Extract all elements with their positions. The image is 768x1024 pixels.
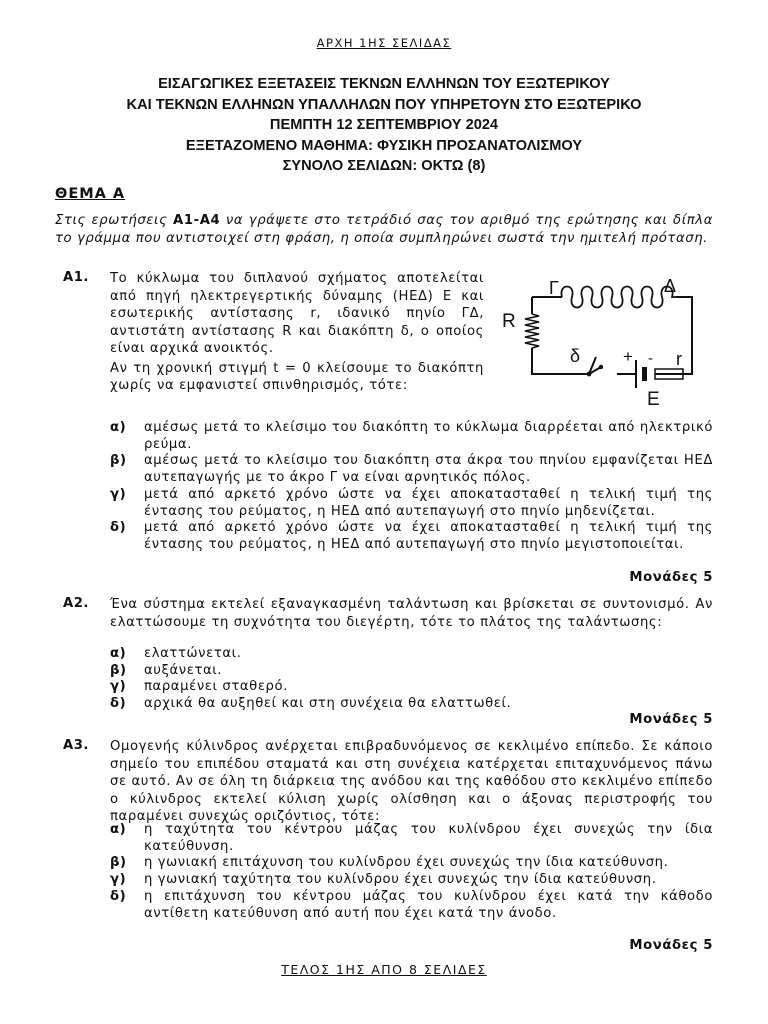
question-a2-marks: Μονάδες 5 (629, 712, 713, 727)
exam-title (0, 74, 768, 177)
option-d[interactable] (110, 889, 713, 922)
circuit-diagram (495, 270, 725, 412)
label-minus: - (648, 350, 653, 367)
question-a1-text (110, 270, 484, 395)
option-text: η επιτάχυνση του κέντρου μάζας του κυλίνδρου έχει κατά την κάθοδο αντίθετη κατεύθυνση από αυτή που έχει κατά την άνοδο. (144, 888, 713, 921)
option-b[interactable] (110, 855, 713, 872)
title-line-1: ΕΙΣΑΓΩΓΙΚΕΣ ΕΞΕΤΑΣΕΙΣ ΤΕΚΝΩΝ ΕΛΛΗΝΩΝ ΤΟΥ ΕΞΩΤΕΡΙΚΟΥ (158, 76, 610, 92)
instructions-pre: Στις ερωτήσεις (55, 213, 174, 228)
label-delta: Δ (664, 276, 677, 296)
option-text: η γωνιακή ταχύτητα του κυλίνδρου έχει συνεχώς την ίδια κατεύθυνση. (144, 872, 657, 888)
circuit-wire-path (532, 297, 692, 374)
label-switch: δ (570, 346, 581, 366)
instructions-post: να γράψετε στο τετράδιό σας τον αριθμό της ερώτησης και δίπλα το γράμμα που αντιστοιχεί στη φράση, η οποία συμπληρώνει σωστά την ημιτελή πρόταση. (55, 213, 713, 246)
option-letter: β) (110, 662, 127, 678)
option-b[interactable] (110, 453, 713, 486)
label-gamma: Γ (549, 278, 559, 298)
resistor-R (525, 314, 539, 348)
question-a1-options (110, 420, 713, 554)
option-letter: α) (110, 420, 127, 435)
option-text: η ταχύτητα του κέντρου μάζας του κυλίνδρου έχει συνεχώς την ίδια κατεύθυνση. (144, 822, 713, 854)
question-a1-paragraph-2: Αν τη χρονική στιγμή t = 0 κλείσουμε το διακόπτη χωρίς να εμφανιστεί σπινθηρισμός, τότε: (110, 360, 484, 393)
question-a2-options (110, 646, 713, 713)
question-number-a3: Α3. (63, 738, 89, 753)
option-letter: γ) (110, 679, 127, 695)
label-r: r (676, 349, 682, 369)
battery-negative-plate (642, 367, 647, 381)
title-date: ΠΕΜΠΤΗ 12 ΣΕΠΤΕΜΒΡΙΟΥ 2024 (269, 117, 499, 133)
option-c[interactable] (110, 679, 713, 696)
option-letter: α) (110, 646, 127, 661)
question-number-a1: Α1. (63, 270, 89, 285)
switch-contact (599, 365, 603, 369)
option-letter: δ) (110, 696, 127, 712)
instructions-range: Α1-Α4 (173, 213, 221, 228)
option-text: αυξάνεται. (144, 662, 223, 678)
instructions (55, 212, 713, 247)
option-b[interactable] (110, 663, 713, 680)
option-a[interactable] (110, 822, 713, 855)
option-text: αμέσως μετά το κλείσιμο του διακόπτη το κύκλωμα διαρρέεται από ηλεκτρικό ρεύμα. (144, 420, 713, 452)
option-d[interactable] (110, 696, 713, 713)
option-text: μετά από αρκετό χρόνο ώστε να έχει αποκατασταθεί η τελική τιμή της έντασης του ρεύματος, η ΗΕΔ από αυτεπαγωγή στο πηνίο μεγιστοποιείται. (144, 520, 713, 552)
option-text: η γωνιακή επιτάχυνση του κυλίνδρου έχει συνεχώς την ίδια κατεύθυνση. (144, 855, 669, 871)
option-letter: β) (110, 453, 127, 469)
option-letter: δ) (110, 520, 127, 536)
option-text: ελαττώνεται. (144, 646, 242, 661)
question-a2-text: Ένα σύστημα εκτελεί εξαναγκασμένη ταλάντωση και βρίσκεται σε συντονισμό. Αν ελαττώσουμε τη συχνότητα του διεγέρτη, τότε το πλάτος της ταλάντωσης: (110, 597, 713, 630)
title-line-2: ΚΑΙ ΤΕΚΝΩΝ ΕΛΛΗΝΩΝ ΥΠΑΛΛΗΛΩΝ ΠΟΥ ΥΠΗΡΕΤΟΥΝ ΣΤΟ ΕΞΩΤΕΡΙΚΟ (126, 96, 642, 113)
label-E: E (647, 389, 660, 410)
option-text: παραμένει σταθερό. (144, 679, 288, 695)
option-a[interactable] (110, 646, 713, 663)
question-a3-marks: Μονάδες 5 (629, 938, 713, 953)
question-a1-paragraph-1: Το κύκλωμα του διπλανού σχήματος αποτελείται από πηγή ηλεκτρεγερτικής δύναμης (ΗΕΔ) Ε και εσωτερικής αντίστασης r, ιδανικό πηνίο ΓΔ, αντιστάτη αντίστασης R και διακόπτη δ, ο οποίος είναι αρχικά ανοικτός. (110, 271, 484, 356)
option-letter: γ) (110, 486, 127, 502)
question-a1-marks: Μονάδες 5 (629, 570, 713, 585)
option-letter: δ) (110, 888, 127, 904)
option-text: μετά από αρκετό χρόνο ώστε να έχει αποκατασταθεί η τελική τιμή της έντασης του ρεύματος, η ΗΕΔ από αυτεπαγωγή στο πηνίο μηδενίζεται. (144, 486, 713, 519)
title-subject: ΕΞΕΤΑΖΟΜΕΝΟ ΜΑΘΗΜΑ: ΦΥΣΙΚΗ ΠΡΟΣΑΝΑΤΟΛΙΣΜΟΥ (185, 137, 583, 154)
option-a[interactable] (110, 420, 713, 453)
option-d[interactable] (110, 520, 713, 553)
question-a3-options (110, 822, 713, 922)
option-c[interactable] (110, 487, 713, 520)
title-page-count: ΣΥΝΟΛΟ ΣΕΛΙΔΩΝ: ΟΚΤΩ (8) (282, 158, 486, 174)
option-text: αμέσως μετά το κλείσιμο του διακόπτη στα άκρα του πηνίου εμφανίζεται ΗΕΔ αυτεπαγωγής με το άκρο Γ να είναι αρνητικός πόλος. (144, 453, 713, 486)
label-R: R (502, 311, 516, 332)
option-letter: β) (110, 855, 127, 871)
section-heading: ΘΕΜΑ Α (55, 186, 126, 202)
question-a3-text: Ομογενής κύλινδρος ανέρχεται επιβραδυνόμενος σε κεκλιμένο επίπεδο. Σε κάποιο σημείο του επιπέδου σταματά και στη συνέχεια κατέρχεται επιταχυνόμενος πάνω σε αυτό. Αν σε όλη τη διάρκεια της ανόδου και της καθόδου στο κεκλιμένο επίπεδο ο κύλινδρος εκτελεί κύλιση χωρίς ολίσθηση και ο άξονας περιστροφής του παραμένει συνεχώς οριζόντιος, τότε: (110, 739, 713, 824)
option-text: αρχικά θα αυξηθεί και στη συνέχεια θα ελαττωθεί. (144, 696, 512, 712)
circuit-wires (532, 297, 692, 374)
page-start-header: ΑΡΧΗ 1ΗΣ ΣΕΛΙΔΑΣ (316, 36, 452, 50)
label-plus: + (623, 347, 633, 366)
inductor-coil (561, 287, 676, 308)
option-c[interactable] (110, 872, 713, 889)
question-number-a2: Α2. (63, 596, 89, 611)
page-end-footer: ΤΕΛΟΣ 1ΗΣ ΑΠΟ 8 ΣΕΛΙΔΕΣ (281, 962, 487, 977)
option-letter: α) (110, 822, 127, 837)
option-letter: γ) (110, 872, 127, 888)
